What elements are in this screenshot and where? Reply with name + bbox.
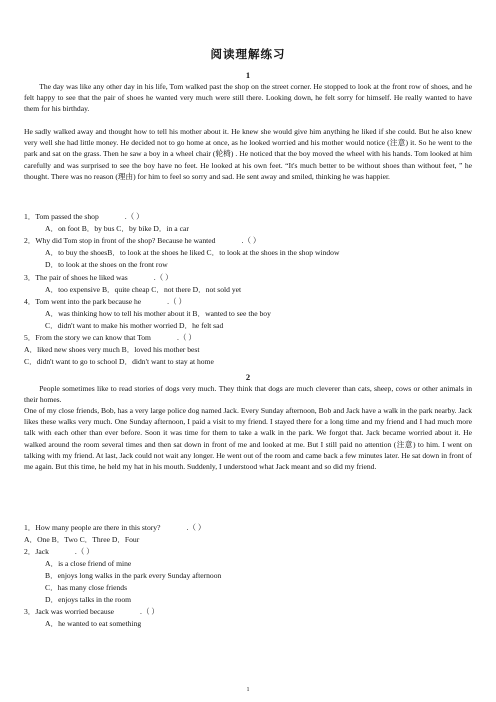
question-2-1: 1．How many people are there in this story? .（ ） [24, 523, 206, 532]
passage-1-number: 1 [245, 70, 251, 80]
question-1-1-options: A．on foot B．by bus C．by bike D．in a car [45, 224, 189, 233]
question-2-3-option-a: A．he wanted to eat something [45, 619, 142, 628]
question-2-1-options: A．One B．Two C．Three D．Four [24, 535, 140, 544]
question-2-2-option-c: C．has many close friends [45, 583, 128, 592]
question-1-2-options-a: A．to buy the shoesB．to look at the shoes he liked C．to look at the shoes in the shop window [45, 248, 340, 257]
passage-1-paragraph-2: He sadly walked away and thought how to tell his mother about it. He knew she would give him anything he liked if she could. But he also knew very well she had little money. He decided not to go home at once, as he looked worried and his mother would notice (注意) it. So he went to the park and sat on the grass. Then he saw a boy in a wheel chair (轮椅) . He noticed that the boy moved the wheel with his hands. Tom looked at him carefully and was surprised to see the boy have no feet. He looked at his own feet. “It's much better to be without shoes than without feet, ” he thought. There was no reason (理由) for him to feel so sorry and sad. He sent away and smiled, thinking he was happier. [24, 127, 472, 181]
question-1-3-options: A．too expensive B．quite cheap C．not there D．not sold yet [45, 285, 242, 294]
question-1-5-options-b: C．didn't want to go to school D．didn't want to stay at home [24, 357, 214, 366]
question-1-4-options-a: A．was thinking how to tell his mother about it B．wanted to see the boy [45, 309, 271, 318]
question-1-4-options-b: C．didn't want to make his mother worried D．he felt sad [45, 321, 224, 330]
question-2-2: 2．Jack .（ ） [24, 547, 94, 556]
page-number: 1 [246, 687, 250, 693]
passage-2-paragraph-1: People sometimes like to read stories of dogs very much. They think that dogs are much cleverer than cats, sheep, cows or other animals in their homes. [24, 384, 472, 405]
passage-2-number: 2 [245, 372, 251, 382]
passage-1-paragraph-1: The day was like any other day in his life, Tom walked past the shop on the street corner. He stopped to look at the front row of shoes, and he felt happy to see that the pair of shoes he wanted very much were still there. Looking down, he felt sorry for himself. He really wanted to have them for his birthday. [24, 82, 472, 114]
question-1-5: 5．From the story we can know that Tom .（ ） [24, 333, 196, 342]
question-1-5-options-a: A．liked new shoes very much B．loved his mother best [24, 345, 200, 354]
question-1-2: 2．Why did Tom stop in front of the shop? Because he wanted .（ ） [24, 236, 261, 245]
question-2-3: 3．Jack was worried because .（ ） [24, 607, 160, 616]
page-title: 阅读理解练习 [210, 49, 286, 61]
question-1-2-options-b: D．to look at the shoes on the front row [45, 260, 168, 269]
question-1-3: 3．The pair of shoes he liked was .（ ） [24, 273, 173, 282]
question-2-2-option-a: A．is a close friend of mine [45, 559, 132, 568]
question-2-2-option-b: B．enjoys long walks in the park every Sunday afternoon [45, 571, 222, 580]
question-2-2-option-d: D．enjoys talks in the room [45, 595, 132, 604]
passage-2-paragraph-2: One of my close friends, Bob, has a very large police dog named Jack. Every Sunday afternoon, Bob and Jack have a walk in the park nearby. Jack likes these walks very much. One Sunday afternoon, I paid a visit to my friend. I stayed there for a long time and my friend and I had much more talk with each other than ever before. Soon it was time for them to take a walk in the park. We forgot that. Jack became worried about it. He walked around the room several times and then sat down in front of me and looked at me. But I still paid no attention (注意) to him. I went on talking with my friend. At last, Jack could not wait any longer. He went out of the room and came back a few minutes later. He sat down in front of me again. But this time, he held my hat in his mouth. Suddenly, I understood what Jack meant and so did my friend. [24, 406, 472, 472]
question-1-4: 4．Tom went into the park because he .（ ） [24, 297, 187, 306]
question-1-1: 1．Tom passed the shop .（ ） [24, 212, 144, 221]
